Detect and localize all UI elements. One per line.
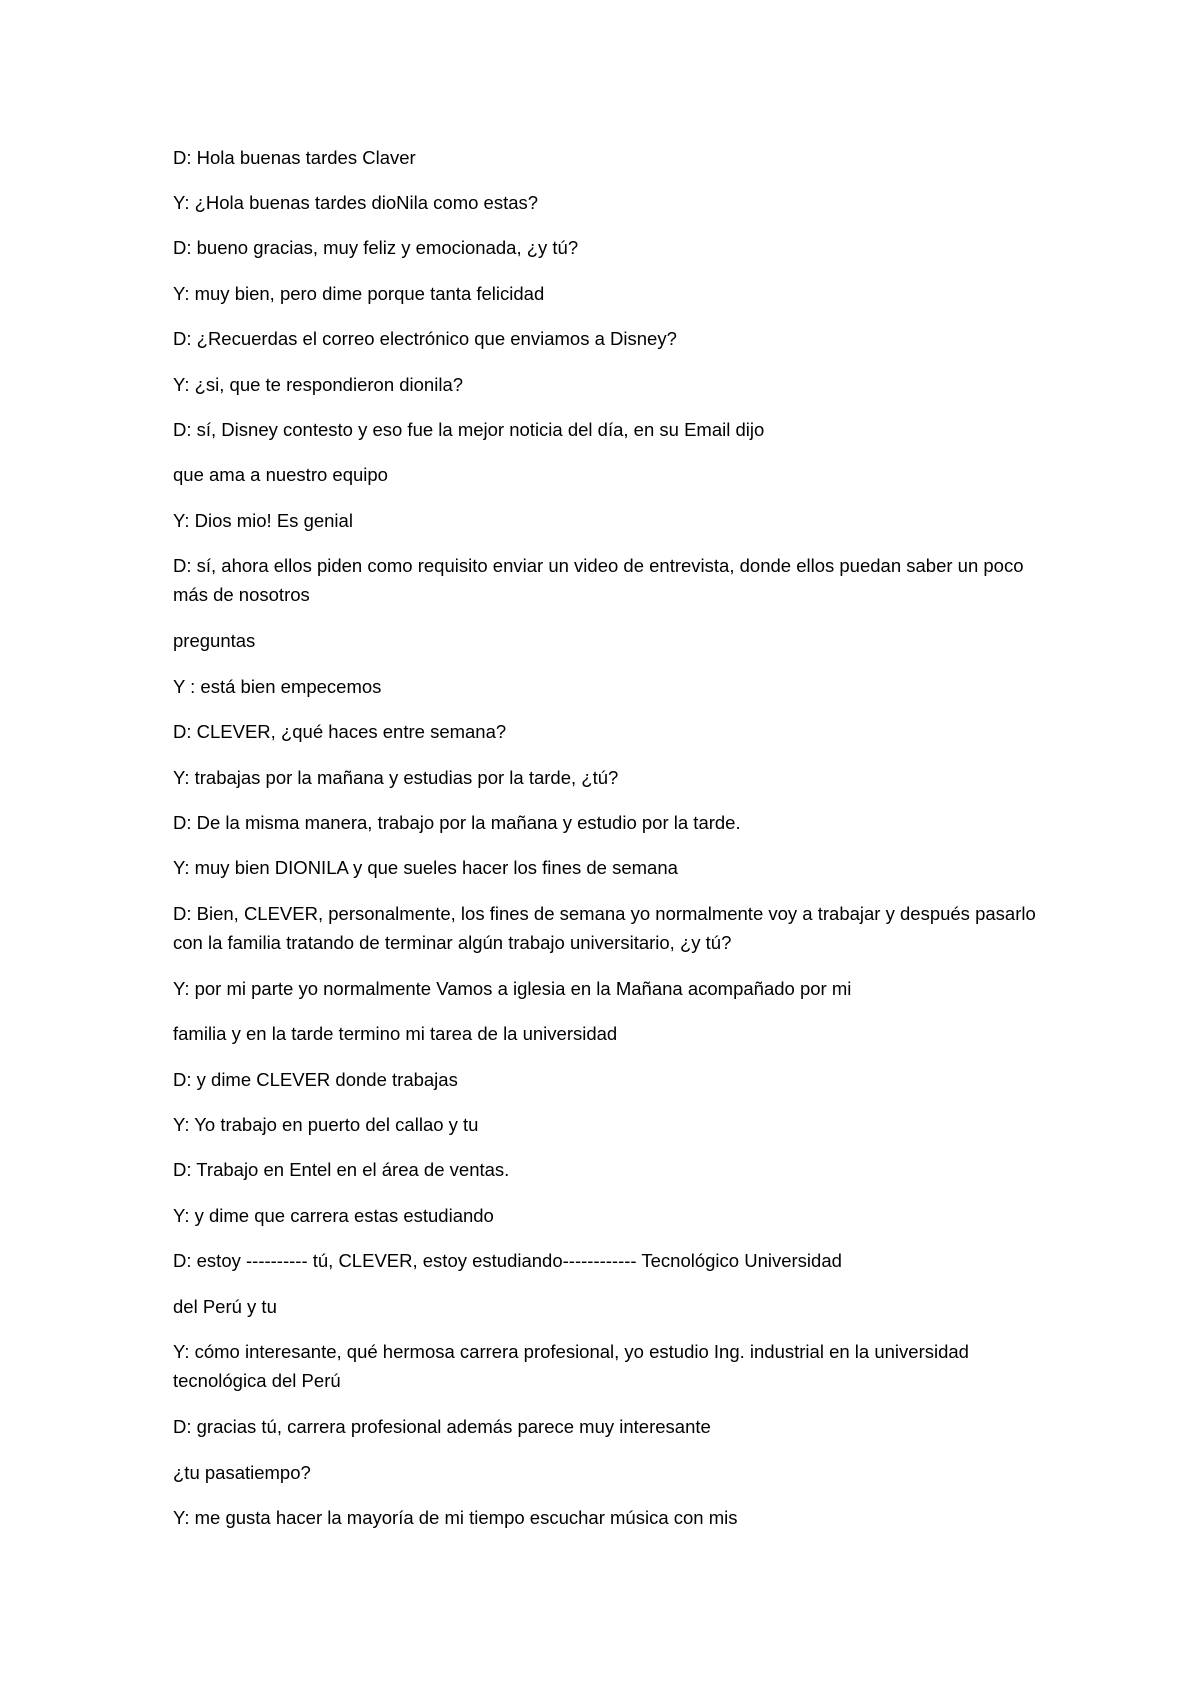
dialogue-line: D: Hola buenas tardes Claver: [173, 147, 416, 168]
dialogue-line: Y: y dime que carrera estas estudiando: [173, 1205, 494, 1226]
dialogue-line: del Perú y tu: [173, 1296, 277, 1317]
dialogue-line: familia y en la tarde termino mi tarea de la universidad: [173, 1023, 618, 1044]
dialogue-line: D: sí, Disney contesto y eso fue la mejor noticia del día, en su Email dijo: [173, 419, 765, 440]
dialogue-line: Y: por mi parte yo normalmente Vamos a iglesia en la Mañana acompañado por mi: [173, 978, 852, 999]
dialogue-line: Y: muy bien DIONILA y que sueles hacer los fines de semana: [173, 857, 678, 878]
dialogue-line: D: estoy ---------- tú, CLEVER, estoy estudiando------------ Tecnológico Universidad: [173, 1250, 842, 1271]
dialogue-line: D: Bien, CLEVER, personalmente, los fines de semana yo normalmente voy a trabajar y después pasarlo con la familia tratando de terminar algún trabajo universitario, ¿y tú?: [173, 903, 1036, 953]
dialogue-line: D: ¿Recuerdas el correo electrónico que enviamos a Disney?: [173, 328, 677, 349]
dialogue-line: preguntas: [173, 630, 256, 651]
dialogue-line: Y: muy bien, pero dime porque tanta felicidad: [173, 283, 545, 304]
dialogue-line: Y: me gusta hacer la mayoría de mi tiempo escuchar música con mis: [173, 1507, 738, 1528]
dialogue-line: que ama a nuestro equipo: [173, 464, 388, 485]
dialogue-line: Y: Yo trabajo en puerto del callao y tu: [173, 1114, 479, 1135]
dialogue-line: Y: ¿Hola buenas tardes dioNila como estas?: [173, 192, 539, 213]
dialogue-line: D: y dime CLEVER donde trabajas: [173, 1069, 458, 1090]
dialogue-line: D: bueno gracias, muy feliz y emocionada, ¿y tú?: [173, 237, 579, 258]
dialogue-line: Y: Dios mio! Es genial: [173, 510, 353, 531]
dialogue-line: D: sí, ahora ellos piden como requisito enviar un video de entrevista, donde ellos puedan saber un poco más de nosotros: [173, 555, 1024, 605]
dialogue-line: D: De la misma manera, trabajo por la mañana y estudio por la tarde.: [173, 812, 741, 833]
dialogue-line: Y: trabajas por la mañana y estudias por la tarde, ¿tú?: [173, 767, 619, 788]
dialogue-line: D: CLEVER, ¿qué haces entre semana?: [173, 721, 507, 742]
dialogue-line: ¿tu pasatiempo?: [173, 1462, 311, 1483]
dialogue-line: Y: ¿si, que te respondieron dionila?: [173, 374, 464, 395]
dialogue-line: Y: cómo interesante, qué hermosa carrera profesional, yo estudio Ing. industrial en la universidad tecnológica del Perú: [173, 1341, 969, 1391]
dialogue-line: D: gracias tú, carrera profesional además parece muy interesante: [173, 1416, 711, 1437]
dialogue-line: D: Trabajo en Entel en el área de ventas.: [173, 1159, 510, 1180]
dialogue-line: Y : está bien empecemos: [173, 676, 382, 697]
